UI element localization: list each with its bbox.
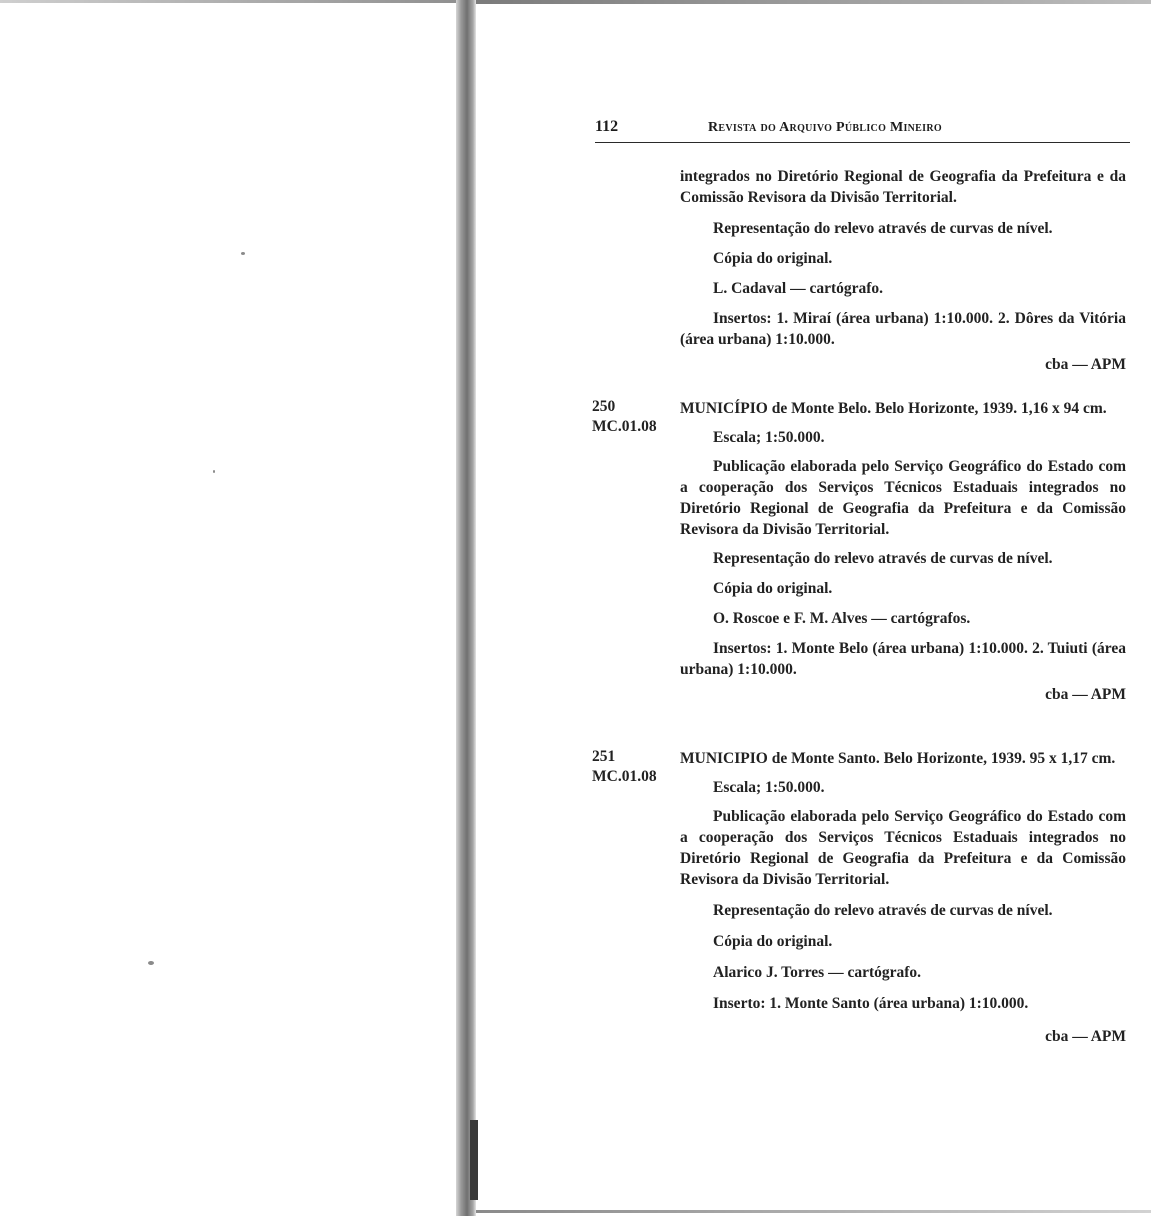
entry-scale: Escala; 1:50.000. — [713, 779, 825, 796]
running-header — [595, 118, 1130, 143]
entry-scale: Escala; 1:50.000. — [713, 429, 825, 446]
relief-note: Representação do relevo através de curvas de nível. — [713, 550, 1053, 567]
book-spine-gutter — [456, 0, 476, 1216]
scan-speck — [148, 961, 154, 965]
copy-note: Cópia do original. — [713, 250, 833, 267]
entry-catalog-code: MC.01.08 — [592, 768, 657, 785]
continuation-block — [680, 166, 1126, 375]
scan-speck — [241, 252, 245, 255]
catalog-entry — [680, 748, 1126, 1047]
entry-number: 251 — [592, 748, 616, 765]
scan-speck — [213, 470, 215, 473]
left-blank-page — [0, 0, 456, 1216]
copy-note: Cópia do original. — [713, 580, 833, 597]
page-top-edge-left — [0, 0, 460, 3]
author-note: O. Roscoe e F. M. Alves — cartógrafos. — [713, 610, 971, 627]
insets-note: Insertos: 1. Miraí (área urbana) 1:10.000. 2. Dôres da Vitória (área urbana) 1:10.000. — [680, 310, 1126, 348]
entry-title: MUNICIPIO de Monte Santo. Belo Horizonte, 1939. 95 x 1,17 cm. — [680, 750, 1116, 767]
entry-title: MUNICÍPIO de Monte Belo. Belo Horizonte, 1939. 1,16 x 94 cm. — [680, 400, 1107, 417]
running-title: Revista do Arquivo Público Mineiro — [708, 120, 942, 135]
insets-note: Insertos: 1. Monte Belo (área urbana) 1:10.000. 2. Tuiuti (área urbana) 1:10.000. — [680, 640, 1126, 678]
entry-code — [592, 747, 657, 787]
insets-note: Inserto: 1. Monte Santo (área urbana) 1:10.000. — [713, 995, 1029, 1012]
entry-publication: Publicação elaborada pelo Serviço Geográfico do Estado com a cooperação dos Serviços Técnicos Estaduais integrados no Diretório Regional de Geografia da Prefeitura e da Comissão Revisora da Divisão Territorial. — [680, 808, 1126, 888]
entry-publication: Publicação elaborada pelo Serviço Geográfico do Estado com a cooperação dos Serviços Técnicos Estaduais integrados no Diretório Regional de Geografia da Prefeitura e da Comissão Revisora da Divisão Territorial. — [680, 458, 1126, 538]
page-number: 112 — [595, 118, 619, 135]
copy-note: Cópia do original. — [713, 933, 833, 950]
location-note: cba — APM — [1045, 686, 1126, 703]
location-note: cba — APM — [1045, 1028, 1126, 1045]
relief-note: Representação do relevo através de curvas de nível. — [713, 220, 1053, 237]
author-note: Alarico J. Torres — cartógrafo. — [713, 964, 922, 981]
entry-code — [592, 397, 657, 437]
catalog-entry — [680, 398, 1126, 705]
continuation-paragraph: integrados no Diretório Regional de Geografia da Prefeitura e da Comissão Revisora da Divisão Territorial. — [680, 168, 1126, 206]
page-bottom-edge — [476, 1210, 1151, 1213]
page-top-edge-right — [476, 0, 1151, 4]
location-note: cba — APM — [1045, 356, 1126, 373]
relief-note: Representação do relevo através de curvas de nível. — [713, 902, 1053, 919]
gutter-shadow — [470, 1120, 478, 1200]
entry-number: 250 — [592, 398, 616, 415]
entry-catalog-code: MC.01.08 — [592, 418, 657, 435]
author-note: L. Cadaval — cartógrafo. — [713, 280, 884, 297]
